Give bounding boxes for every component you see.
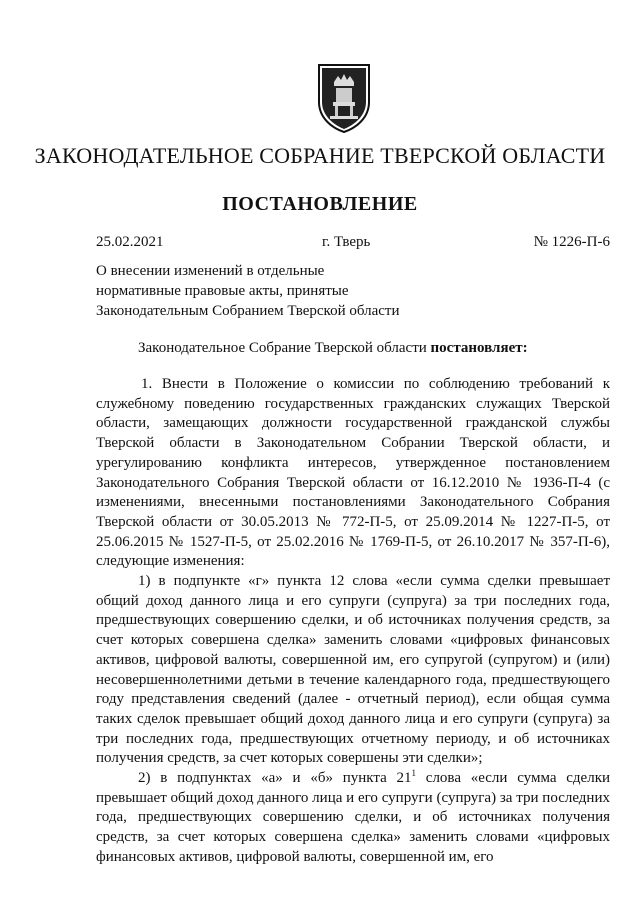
body-paragraph: 1) в подпункте «г» пункта 12 слова «если сумма сделки превышает общий доход данного лица и его супруги (супруга) за три последних года, предшествующих совершению сделки, и об источниках получения средств, за счет которых совершена сделка» заменить словами «цифровых финансовых активов, цифровой валюты, совершенной им, его супругой (супругом) и (или) несовершеннолетними детьми в течение календарного года, предшествующего году представления сведений (далее - отчетный период), если общая сумма таких сделок превышает общий доход данного лица и его супруги (супруга) за три последних года, предшествующих отчетному периоду, и об источниках получения средств, за счет которых совершены эти сделки»; — [96, 573, 610, 767]
preamble-bold: постановляет: — [430, 340, 528, 356]
body-paragraph — [96, 769, 610, 868]
preamble-text: Законодательное Собрание Тверской области — [138, 340, 427, 356]
superscript: 1 — [411, 768, 417, 779]
doc-type-title: ПОСТАНОВЛЕНИЕ — [222, 193, 418, 215]
doc-body — [96, 375, 610, 868]
body-paragraph: 1. Внести в Положение о комиссии по соблюдению требований к служебному поведению государственных гражданских служащих Тверской области, замещающих должности государственной гражданской службы Тверской области в Законодательном Собрании Тверской области, и урегулированию конфликта интересов, утвержденное постановлением Законодательного Собрания Тверской области от 16.12.2010 № 1936-П-4 (с изменениями, внесенными постановлениями Законодательного Собрания Тверской области от 30.05.2013 № 772-П-5, от 25.09.2014 № 1227-П-5, от 25.06.2015 № 1527-П-5, от 25.02.2016 № 1769-П-5, от 26.10.2017 № 357-П-6), следующие изменения: — [96, 376, 610, 570]
preamble — [138, 340, 528, 357]
tver-coat-of-arms-icon — [316, 62, 372, 134]
doc-subject — [96, 261, 436, 321]
body-text: 2) в подпунктах «а» и «б» пункта 21 — [138, 770, 412, 787]
doc-date: 25.02.2021 — [96, 234, 164, 250]
org-title: ЗАКОНОДАТЕЛЬНОЕ СОБРАНИЕ ТВЕРСКОЙ ОБЛАСТИ — [34, 143, 606, 168]
body-text: слова «если сумма сделки превышает общий доход данного лица и его супруги (супруга) за три последних года, предшествующих совершению сделки, и об источниках получения средств, за счет которых совершена сделка» заменить словами «цифровых финансовых активов, цифровой валюты, совершенной им, его — [96, 770, 611, 865]
subject-line: Законодательным Собранием Тверской области — [96, 303, 400, 319]
doc-number: № 1226-П-6 — [533, 234, 610, 250]
subject-line: нормативные правовые акты, принятые — [96, 283, 349, 299]
subject-line: О внесении изменений в отдельные — [96, 263, 325, 279]
doc-city: г. Тверь — [322, 234, 371, 250]
